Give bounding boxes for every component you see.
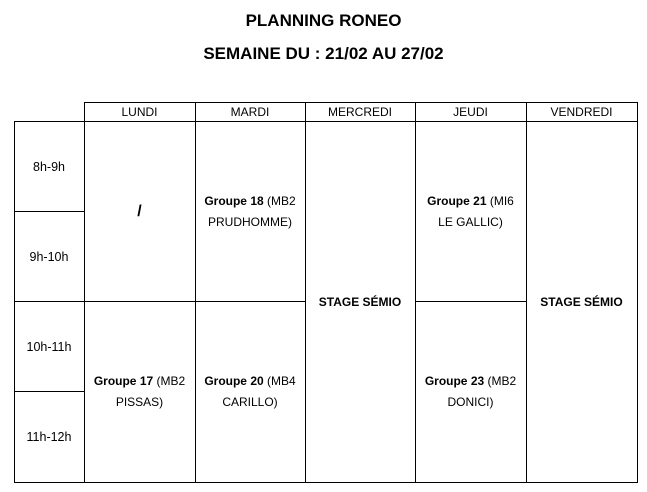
group-name: Groupe 18 xyxy=(204,194,264,208)
group-name: Groupe 21 xyxy=(427,194,487,208)
page-title: PLANNING RONEO xyxy=(245,11,402,30)
grid-line xyxy=(195,102,196,483)
time-slot-11h: 11h-12h xyxy=(26,430,72,444)
week-subtitle: SEMAINE DU : 21/02 AU 27/02 xyxy=(203,44,444,63)
grid-line xyxy=(14,482,638,483)
group-room: (MB4 xyxy=(263,374,296,388)
time-slot-8h: 8h-9h xyxy=(33,160,65,174)
mardi-late-slot xyxy=(195,302,305,482)
grid-line xyxy=(84,102,85,483)
grid-line xyxy=(415,102,416,483)
group-room: (MI6 xyxy=(486,194,514,208)
grid-line xyxy=(526,102,527,483)
group-room: (MB2 xyxy=(484,374,517,388)
group-teacher: PRUDHOMME) xyxy=(208,215,292,229)
grid-line xyxy=(14,391,84,392)
lundi-late-slot xyxy=(84,302,195,482)
group-teacher: DONICI) xyxy=(447,395,494,409)
day-header-mercredi: MERCREDI xyxy=(327,105,392,119)
grid-line xyxy=(415,301,526,302)
day-header-mardi: MARDI xyxy=(230,105,270,119)
jeudi-late-slot xyxy=(415,302,526,482)
group-name: Groupe 17 xyxy=(93,374,154,388)
group-name: Groupe 23 xyxy=(424,374,485,388)
grid-line xyxy=(637,102,638,483)
jeudi-morning-slot xyxy=(415,122,526,302)
grid-line xyxy=(14,121,15,483)
day-header-jeudi: JEUDI xyxy=(453,105,488,119)
group-teacher: CARILLO) xyxy=(222,395,278,409)
group-room: (MB2 xyxy=(153,374,186,388)
mardi-morning-slot xyxy=(195,122,305,302)
group-room: (MB2 xyxy=(263,194,296,208)
time-slot-10h: 10h-11h xyxy=(26,340,72,354)
vendredi-stage-slot: STAGE SÉMIO xyxy=(540,295,623,309)
grid-line xyxy=(305,102,306,483)
grid-line xyxy=(84,102,638,103)
time-slot-9h: 9h-10h xyxy=(29,250,69,264)
group-teacher: PISSAS) xyxy=(115,395,164,409)
grid-line xyxy=(14,121,638,122)
group-name: Groupe 20 xyxy=(204,374,264,388)
day-header-lundi: LUNDI xyxy=(121,105,158,119)
grid-line xyxy=(14,211,84,212)
mercredi-stage-slot: STAGE SÉMIO xyxy=(318,295,402,309)
lundi-morning-slot: / xyxy=(137,203,142,220)
grid-line xyxy=(14,301,305,302)
group-teacher: LE GALLIC) xyxy=(438,215,503,229)
day-header-vendredi: VENDREDI xyxy=(550,105,613,119)
